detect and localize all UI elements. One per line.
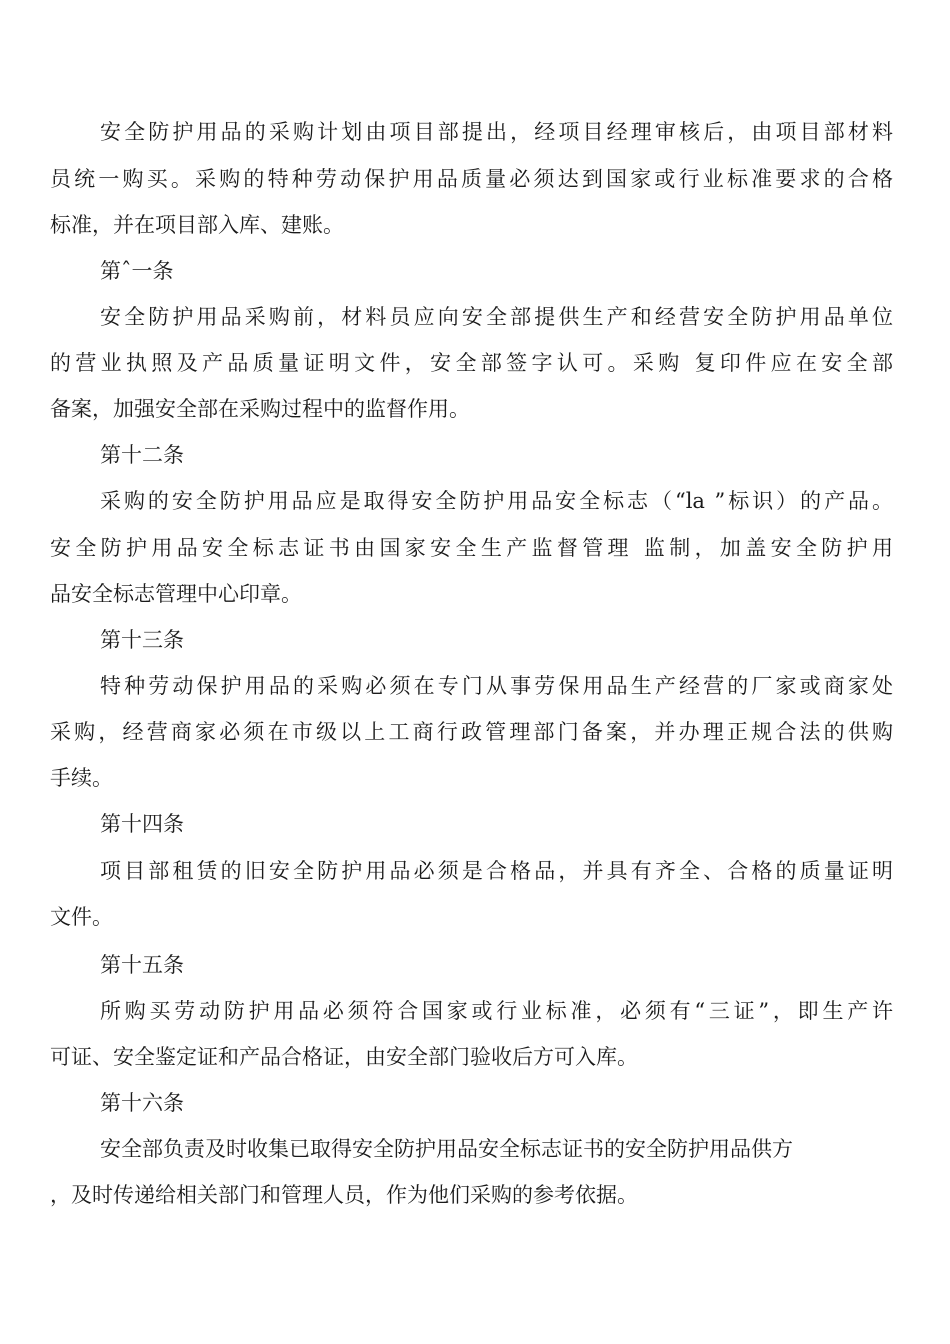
paragraph-line: 手续。 — [50, 766, 113, 790]
article-heading: 第十三条 — [100, 628, 184, 652]
paragraph-line: 安全防护用品的采购计划由项目部提出，经项目经理审核后，由项目部材料 — [100, 120, 893, 144]
paragraph-line: 所购买劳动防护用品必须符合国家或行业标准，必须有“三证”，即生产许 — [100, 999, 893, 1023]
paragraph-line: 可证、安全鉴定证和产品合格证，由安全部门验收后方可入库。 — [50, 1045, 638, 1069]
paragraph-line: 文件。 — [50, 905, 113, 929]
article-heading: 第十四条 — [100, 812, 184, 836]
paragraph-line: 员统一购买。采购的特种劳动保护用品质量必须达到国家或行业标准要求的合格 — [50, 167, 893, 191]
paragraph-line: 安全防护用品安全标志证书由国家安全生产监督管理 监制，加盖安全防护用 — [50, 536, 893, 560]
paragraph-line: 项目部租赁的旧安全防护用品必须是合格品，并具有齐全、合格的质量证明 — [100, 859, 893, 883]
paragraph-line: 安全防护用品采购前，材料员应向安全部提供生产和经营安全防护用品单位 — [100, 305, 893, 329]
paragraph-line: 特种劳动保护用品的采购必须在专门从事劳保用品生产经营的厂家或商家处 — [100, 674, 893, 698]
article-heading: 第十五条 — [100, 953, 184, 977]
article-heading: 第十二条 — [100, 443, 184, 467]
paragraph-line: ，及时传递给相关部门和管理人员，作为他们采购的参考依据。 — [50, 1183, 638, 1207]
article-heading: 第ˆ一条 — [100, 259, 174, 283]
paragraph-line: 采购的安全防护用品应是取得安全防护用品安全标志（“la ”标识）的产品。 — [100, 489, 893, 513]
paragraph-line: 标准，并在项目部入库、建账。 — [50, 213, 344, 237]
article-heading: 第十六条 — [100, 1091, 184, 1115]
paragraph-line: 备案，加强安全部在采购过程中的监督作用。 — [50, 397, 470, 421]
paragraph-line: 安全部负责及时收集已取得安全防护用品安全标志证书的安全防护用品供方 — [100, 1137, 793, 1161]
paragraph-line: 采购，经营商家必须在市级以上工商行政管理部门备案，并办理正规合法的供购 — [50, 720, 893, 744]
paragraph-line: 的营业执照及产品质量证明文件，安全部签字认可。采购 复印件应在安全部 — [50, 351, 893, 375]
paragraph-line: 品安全标志管理中心印章。 — [50, 582, 302, 606]
